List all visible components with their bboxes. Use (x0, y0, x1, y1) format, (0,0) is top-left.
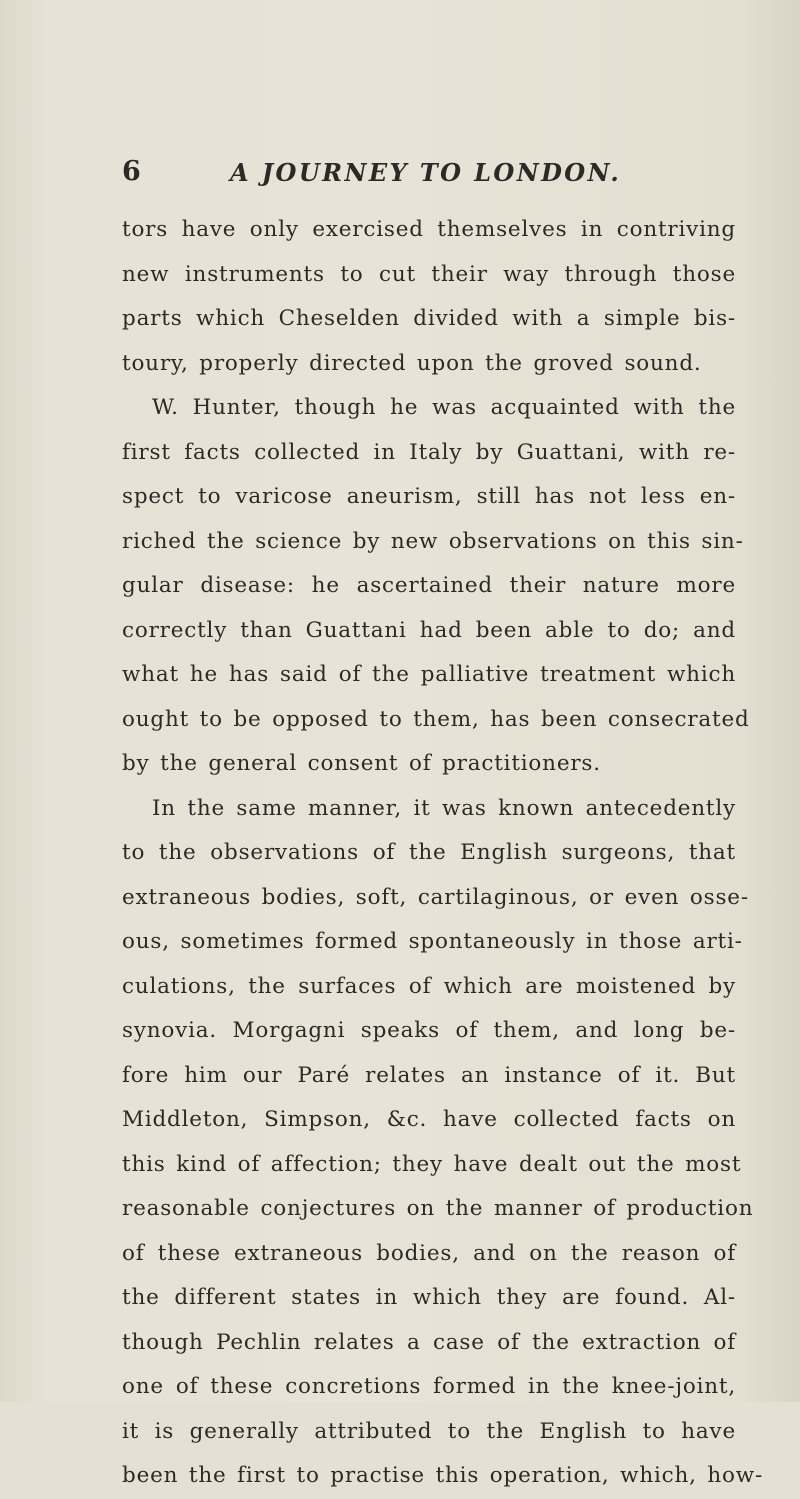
text-line: fore him our Paré relates an instance of it. But (122, 1062, 736, 1088)
text-line: one of these concretions formed in the knee-joint, (122, 1374, 736, 1399)
text-line: the different states in which they are found. Al- (122, 1285, 736, 1310)
text-line: it is generally attributed to the English to have (122, 1418, 736, 1444)
text-line: by the general consent of practitioners. (122, 751, 601, 776)
text-line: reasonable conjectures on the manner of production (122, 1196, 754, 1221)
text-line: gular disease: he ascertained their nature more (122, 573, 736, 598)
text-line: culations, the surfaces of which are moistened by (122, 973, 736, 999)
text-line: been the first to practise this operation, which, how- (122, 1463, 764, 1488)
body-text (122, 208, 764, 1499)
page-number: 6 (122, 156, 142, 187)
text-line: to the observations of the English surgeons, that (122, 840, 736, 865)
running-title: A JOURNEY TO LONDON. (230, 158, 622, 187)
page-header (122, 156, 732, 196)
text-line: new instruments to cut their way through those (122, 261, 736, 287)
text-line: first facts collected in Italy by Guattani, with re- (122, 439, 736, 465)
paragraph-start-line: W. Hunter, though he was acquainted with the (152, 395, 736, 420)
text-line: extraneous bodies, soft, cartilaginous, or even osse- (122, 884, 749, 910)
text-line: Middleton, Simpson, &c. have collected facts on (122, 1107, 736, 1132)
text-line: ous, sometimes formed spontaneously in those arti- (122, 929, 743, 954)
paragraph-start-line: In the same manner, it was known antecedently (152, 795, 736, 821)
text-line: synovia. Morgagni speaks of them, and long be- (122, 1018, 736, 1043)
text-line: of these extraneous bodies, and on the reason of (122, 1240, 736, 1266)
text-line: ought to be opposed to them, has been consecrated (122, 706, 750, 732)
text-line: tors have only exercised themselves in contriving (122, 217, 736, 242)
text-line: correctly than Guattani had been able to do; and (122, 617, 736, 643)
text-line: this kind of affection; they have dealt out the most (122, 1151, 742, 1177)
text-line: spect to varicose aneurism, still has not less en- (122, 484, 736, 509)
text-line: parts which Cheselden divided with a simple bis- (122, 306, 736, 331)
text-line: though Pechlin relates a case of the extraction of (122, 1329, 736, 1355)
text-line: what he has said of the palliative treatment which (122, 662, 736, 687)
text-line: riched the science by new observations on this sin- (122, 528, 744, 554)
text-line: toury, properly directed upon the groved sound. (122, 350, 702, 376)
